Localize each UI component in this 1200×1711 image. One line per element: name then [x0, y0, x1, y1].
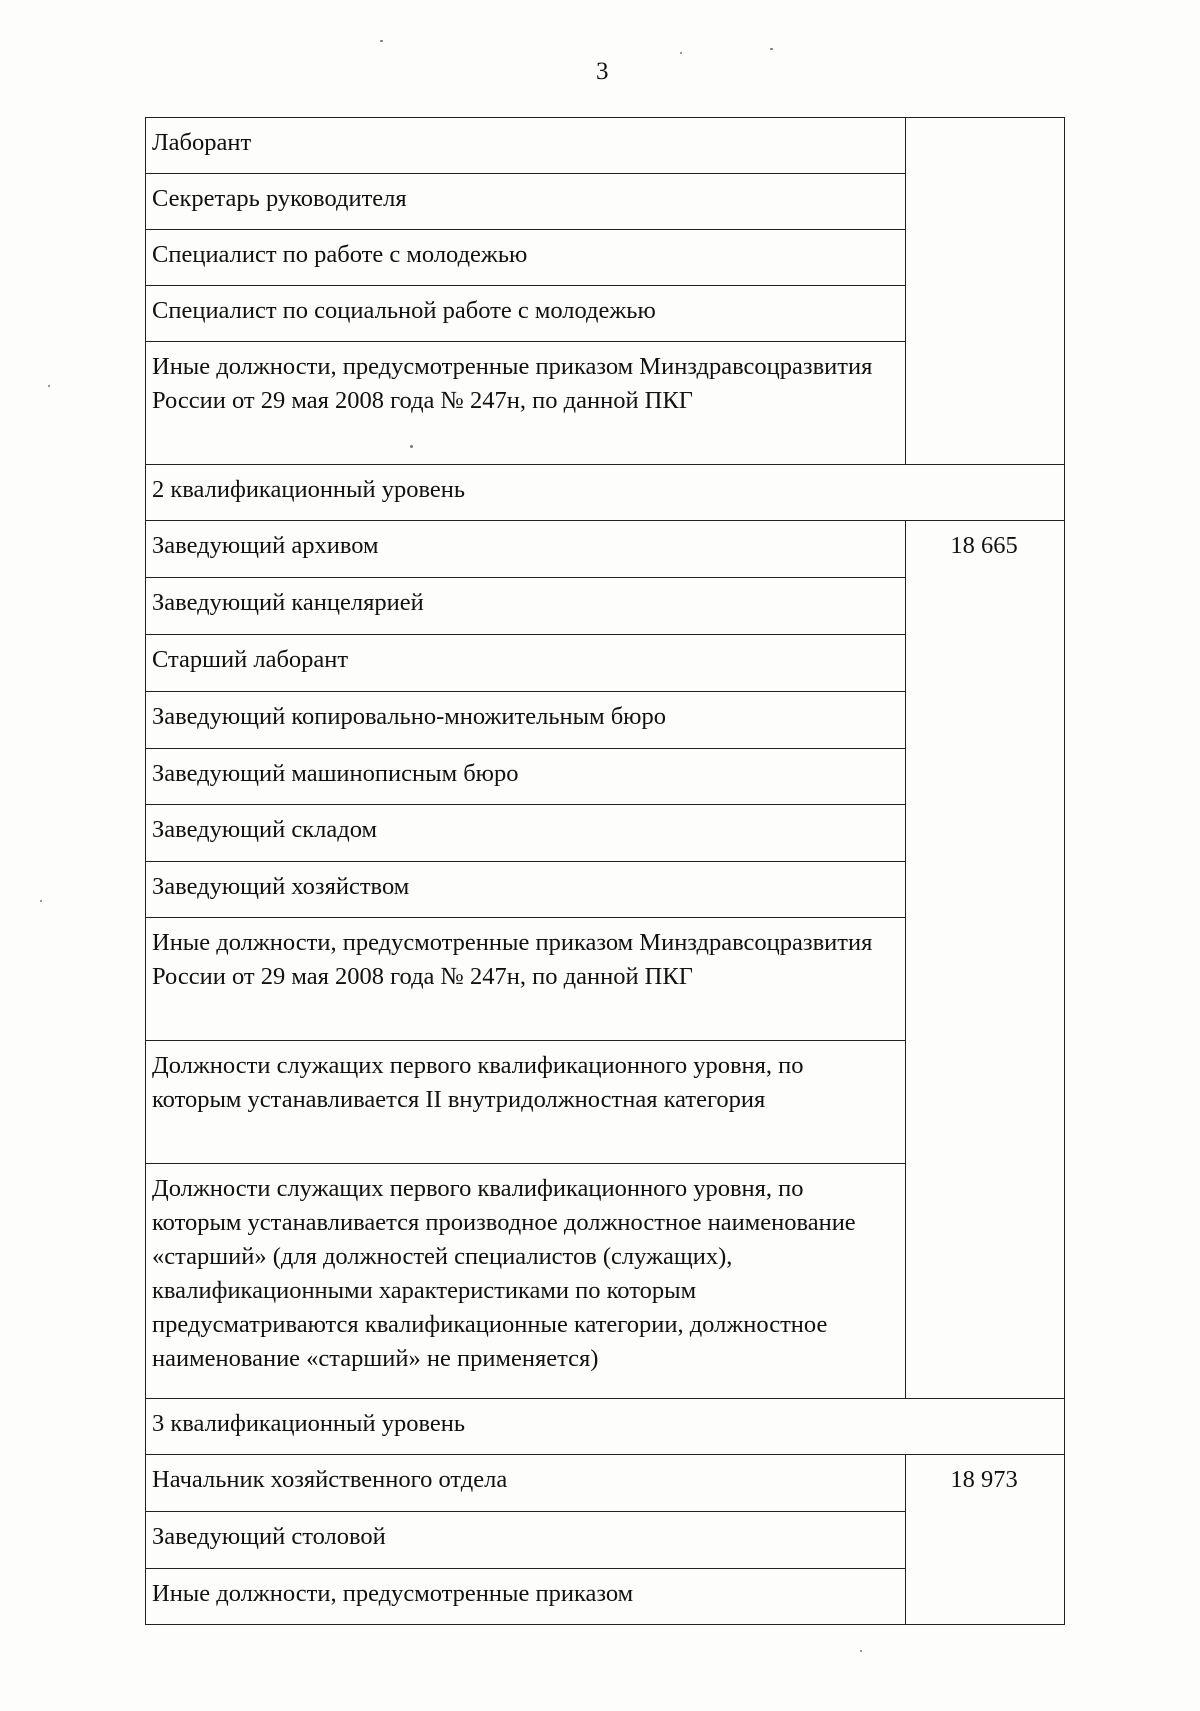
scan-speck — [48, 385, 50, 387]
position-cell: Лаборант — [146, 118, 906, 174]
table-row — [146, 521, 1065, 578]
position-cell: Начальник хозяйственного отдела — [146, 1455, 906, 1512]
position-cell: Специалист по социальной работе с молодежью — [146, 286, 906, 342]
position-cell: Иные должности, предусмотренные приказом Минздравсоцразвития России от 29 мая 2008 года № 247н, по данной ПКГ — [146, 342, 906, 465]
scan-speck — [770, 48, 773, 50]
level-2-heading: 2 квалификационный уровень — [146, 465, 1065, 521]
scan-speck — [410, 445, 413, 448]
scan-speck — [380, 40, 383, 42]
position-cell: Заведующий канцелярией — [146, 578, 906, 635]
position-cell: Старший лаборант — [146, 635, 906, 692]
table-row — [146, 118, 1065, 174]
scan-speck — [860, 1650, 862, 1652]
salary-value: 18 665 — [906, 521, 1065, 1399]
salary-table — [145, 117, 1065, 1625]
position-cell: Должности служащих первого квалификационного уровня, по которым устанавливается производное должностное наименование «старший» (для должностей специалистов (служащих), квалификационными характеристиками по которым предусматриваются квалификационные категории, должностное наименование «старший» не применяется) — [146, 1164, 906, 1399]
scan-speck — [680, 52, 682, 54]
table-row — [146, 1455, 1065, 1512]
position-cell: Заведующий машинописным бюро — [146, 749, 906, 805]
level-header-row — [146, 1399, 1065, 1455]
position-cell: Заведующий копировально-множительным бюро — [146, 692, 906, 749]
position-cell: Секретарь руководителя — [146, 174, 906, 230]
position-cell: Заведующий архивом — [146, 521, 906, 578]
position-cell: Специалист по работе с молодежью — [146, 230, 906, 286]
scan-speck — [40, 900, 42, 902]
level-3-heading: 3 квалификационный уровень — [146, 1399, 1065, 1455]
position-cell: Заведующий складом — [146, 805, 906, 862]
salary-cell-empty — [906, 118, 1065, 465]
position-cell: Должности служащих первого квалификационного уровня, по которым устанавливается II внутридолжностная категория — [146, 1041, 906, 1164]
position-cell: Заведующий столовой — [146, 1512, 906, 1569]
position-cell: Иные должности, предусмотренные приказом Минздравсоцразвития России от 29 мая 2008 года № 247н, по данной ПКГ — [146, 918, 906, 1041]
position-cell: Заведующий хозяйством — [146, 862, 906, 918]
page-number: 3 — [596, 58, 609, 85]
salary-value: 18 973 — [906, 1455, 1065, 1625]
position-cell: Иные должности, предусмотренные приказом — [146, 1569, 906, 1625]
level-header-row — [146, 465, 1065, 521]
